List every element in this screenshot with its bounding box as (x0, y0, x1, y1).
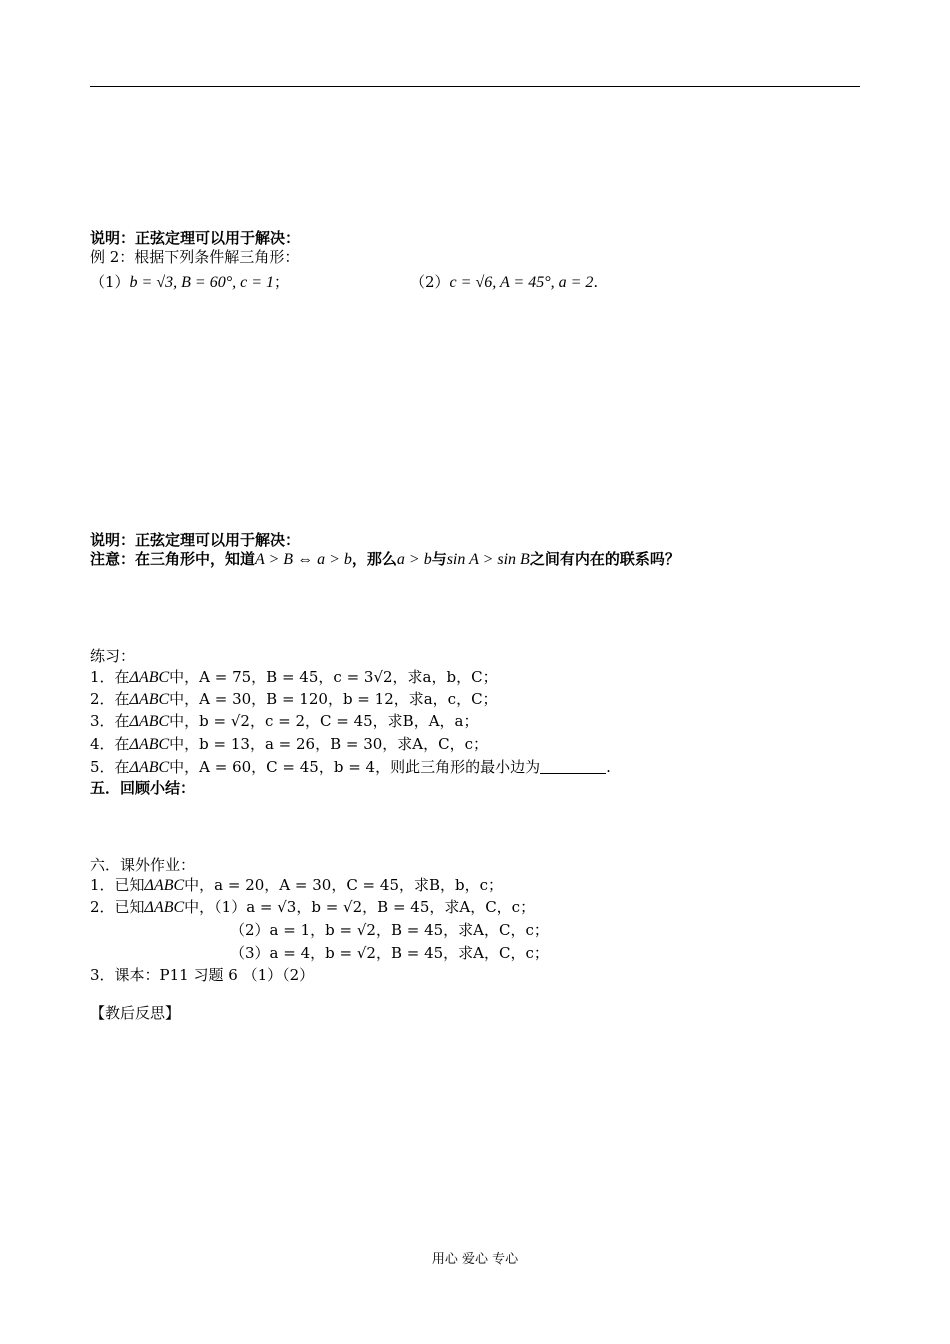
attention-math-1: A > B ⇔ a > b (255, 551, 352, 568)
example-2-part-1 (90, 272, 289, 293)
attention-suffix: 之间有内在的联系吗？ (529, 550, 680, 568)
item-number: 5．在 (90, 758, 130, 776)
example-2-part-2 (410, 272, 598, 293)
homework-item-1 (90, 875, 503, 896)
page-footer: 用心 爱心 专心 (431, 1252, 519, 1267)
triangle-symbol: ΔABC (129, 759, 170, 776)
ex2-label: （2） (410, 273, 450, 291)
reflection-title: 【教后反思】 (90, 1004, 181, 1022)
ex1-label: （1） (90, 273, 130, 291)
homework-title: 六．课外作业： (90, 856, 196, 874)
triangle-symbol: ΔABC (144, 877, 185, 894)
answer-blank[interactable] (540, 757, 606, 774)
attention-line (90, 549, 680, 570)
ex2-end: . (593, 273, 599, 291)
triangle-symbol: ΔABC (129, 669, 170, 686)
review-title: 五．回顾小结： (90, 779, 196, 797)
homework-item-3: 3．课本：P11 习题 6 （1）（2） (90, 966, 315, 984)
practice-item-1 (90, 667, 498, 688)
item-text: 中，A = 75，B = 45，c = 3√2，求a，b，C； (169, 668, 498, 686)
ex2-math: c = √6, A = 45°, a = 2 (449, 274, 594, 291)
practice-item-2 (90, 689, 498, 710)
homework-item-2-sub-2: （2）a = 1，b = √2，B = 45，求A，C，c； (230, 921, 549, 939)
item-end: . (606, 758, 611, 776)
ex1-math: b = √3, B = 60°, c = 1 (129, 274, 274, 291)
note-1: 说明：正弦定理可以用于解决： (90, 229, 301, 247)
item-number: 2．已知 (90, 898, 145, 916)
item-text: 中，b = √2，c = 2，C = 45，求B，A，a； (169, 712, 479, 730)
attention-mid-1: ，那么 (351, 550, 397, 568)
item-text: 中，A = 30，B = 120，b = 12，求a，c，C； (169, 690, 498, 708)
triangle-symbol: ΔABC (129, 691, 170, 708)
attention-math-3: sin A > sin B (446, 551, 530, 568)
practice-item-4 (90, 734, 488, 755)
item-text: 中，b = 13，a = 26，B = 30，求A，C，c； (169, 735, 489, 753)
practice-title: 练习： (90, 647, 136, 665)
triangle-symbol: ΔABC (144, 899, 185, 916)
practice-item-5 (90, 757, 611, 778)
attention-prefix: 注意：在三角形中，知道 (90, 550, 256, 568)
header-rule (90, 86, 860, 87)
item-number: 1．已知 (90, 876, 145, 894)
note-2: 说明：正弦定理可以用于解决： (90, 531, 301, 549)
attention-mid-2: 与 (431, 550, 447, 568)
item-number: 4．在 (90, 735, 130, 753)
example-2-title: 例 2：根据下列条件解三角形： (90, 248, 300, 266)
homework-item-2 (90, 897, 535, 918)
item-number: 3．在 (90, 712, 130, 730)
item-text: 中，A = 60，C = 45，b = 4，则此三角形的最小边为 (169, 758, 541, 776)
item-number: 1．在 (90, 668, 130, 686)
triangle-symbol: ΔABC (129, 713, 170, 730)
item-text: 中，（1）a = √3，b = √2，B = 45，求A，C，c； (184, 898, 536, 916)
item-number: 2．在 (90, 690, 130, 708)
attention-math-2: a > b (396, 551, 432, 568)
ex1-end: ； (274, 273, 290, 291)
item-text: 中，a = 20，A = 30，C = 45，求B，b，c； (184, 876, 504, 894)
homework-item-2-sub-3: （3）a = 4，b = √2，B = 45，求A，C，c； (230, 944, 549, 962)
practice-item-3 (90, 711, 478, 732)
triangle-symbol: ΔABC (129, 736, 170, 753)
